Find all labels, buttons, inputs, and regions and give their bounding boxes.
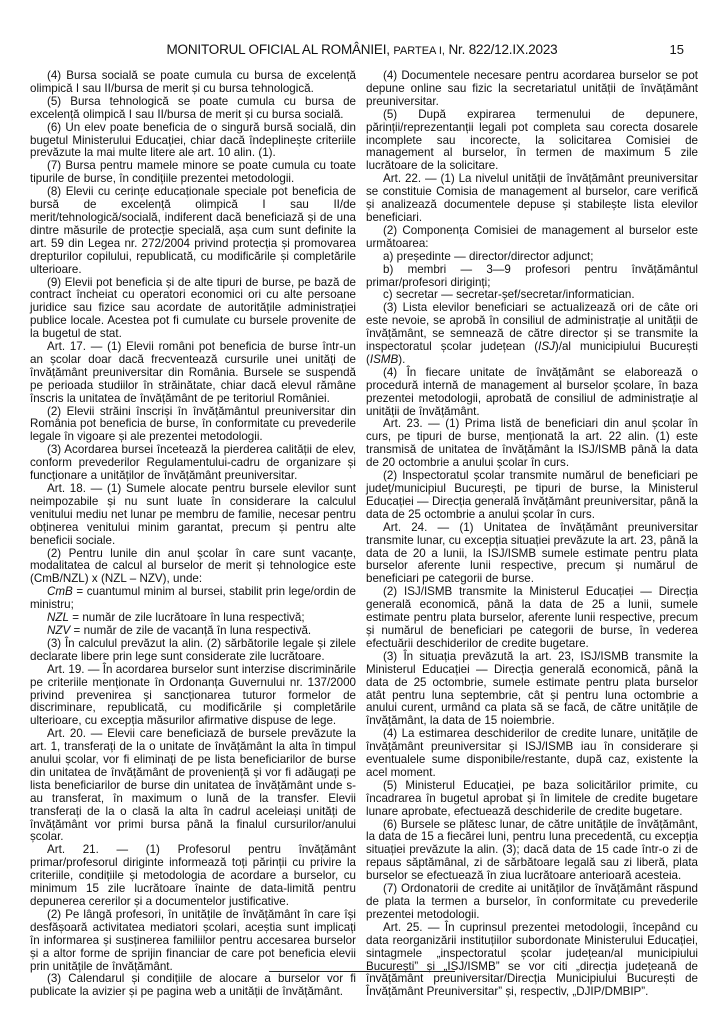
term-italic: ISJ bbox=[538, 340, 555, 354]
paragraph bbox=[30, 70, 356, 96]
paragraph bbox=[366, 367, 698, 419]
text-run: (4) În fiecare unitate de învățământ se elaborează o procedură internă de management al burselor școlare, în baza prezentei metodologii, aprobată de consiliul de administrație al unității de învățământ. bbox=[366, 365, 698, 418]
paragraph bbox=[30, 909, 356, 974]
paragraph bbox=[30, 277, 356, 342]
text-run: (7) Ordonatorii de credite ai unităților de învățământ răspund de plata la termen a burselor, în conformitate cu prevederile prezentei metodologii. bbox=[366, 882, 698, 921]
text-run: (5) Bursa tehnologică se poate cumula cu bursa de excelență olimpică I sau II/bursa de merit și cu bursa socială. bbox=[30, 94, 356, 121]
text-run: (2) Pe lângă profesori, în unitățile de învățământ în care își desfășoară activitatea mediatori școlari, aceștia sunt implicați în informarea și susținerea familiilor pentru accesarea burselor și a altor forme de sprijin financiar de care pot beneficia elevii prin unitățile de învățământ. bbox=[30, 907, 356, 973]
text-run: (4) Documentele necesare pentru acordarea burselor se pot depune online sau fizic la secretariatul unității de învățământ preuniversitar. bbox=[366, 69, 698, 108]
text-run: (6) Un elev poate beneficia de o singură bursă socială, din bugetul Ministerului Educației, chiar dacă îndeplinește criteriile prevăzute la mai multe litere ale art. 10 alin. (1). bbox=[30, 120, 356, 160]
paragraph bbox=[366, 302, 698, 367]
paragraph bbox=[366, 728, 698, 780]
term-italic: NZV bbox=[47, 623, 71, 637]
paragraph bbox=[366, 522, 698, 587]
text-run: Art. 20. — Elevii care beneficiază de bursele prevăzute la art. 1, transferați de la o unitate de învățământ la alta în timpul anului școlar, vor fi eliminați de pe lista beneficiarilor de burse din unitatea de învățământ de proveniență și vor fi adăugați pe lista beneficiarilor de burse din unitatea de învățământ unde s-au transferat, în maximum o lună de la transfer. Elevii transferați de la o clasă la alta în cadrul aceleiași unități de învățământ vor primi bursa până la finalul cursurilor/anului școlar. bbox=[30, 727, 356, 844]
term-italic: NZL bbox=[47, 611, 69, 625]
text-run: )/al municipiului București ( bbox=[366, 340, 698, 366]
paragraph bbox=[366, 418, 698, 470]
text-run: (3) În situația prevăzută la art. 23, ISJ/ISMB transmite la Ministerul Educației — Direcția generală economică, până la data de 25 octombrie, sumele estimate pentru plata burselor atât pentru luna septembrie, cât și pentru luna octombrie a anului curent, urmând ca plata să se facă, de către unitățile de învățământ, la data de 15 noiembrie. bbox=[366, 649, 698, 728]
text-run: (5) Ministerul Educației, pe baza solicitărilor primite, cu încadrarea în bugetul aprobat și în limitele de credite bugetare lunare aprobate, efectuează deschiderile de credite bugetare. bbox=[366, 778, 698, 818]
page-number: 15 bbox=[669, 42, 684, 57]
paragraph bbox=[30, 728, 356, 844]
page-header bbox=[60, 42, 664, 57]
text-run: (2) Componența Comisiei de management al burselor este următoarea: bbox=[366, 223, 698, 250]
paragraph bbox=[366, 586, 698, 651]
text-run: Art. 19. — În acordarea burselor sunt interzise discriminările pe criteriile menționate în Ordonanța Guvernului nr. 137/2000 privind prevenirea și sancționarea tuturor formelor de discriminare, republicată, cu modificările și completările ulterioare, cu excepția măsurilor afirmative dispuse de lege. bbox=[30, 662, 356, 728]
paragraph bbox=[30, 638, 356, 664]
text-run: (4) Bursa socială se poate cumula cu bursa de excelență olimpică I sau II/bursa de merit și cu bursa tehnologică. bbox=[30, 69, 356, 95]
text-run: a) președinte — director/director adjunct; bbox=[383, 249, 594, 263]
header-title-main: MONITORUL OFICIAL AL ROMÂNIEI, bbox=[166, 42, 390, 57]
paragraph bbox=[366, 922, 698, 999]
header-title-part: PARTEA I, bbox=[393, 45, 445, 57]
term-italic: ISMB bbox=[369, 352, 399, 366]
paragraph bbox=[30, 844, 356, 909]
text-run: Art. 24. — (1) Unitatea de învățământ preuniversitar transmite lunar, cu excepția situației prevăzute la art. 23, până la data de 20 a lunii, la ISJ/ISMB sumele estimate pentru plata burselor aferente lunii respective, precum și numărul de beneficiari pe categorii de burse. bbox=[366, 520, 698, 586]
paragraph bbox=[366, 225, 698, 251]
text-run: Art. 22. — (1) La nivelul unității de învățământ preuniversitar se constituie Comisia de management al burselor, care verifică și analizează documentele depuse și stabilește lista elevilor beneficiari. bbox=[366, 172, 698, 224]
text-run: Art. 18. — (1) Sumele alocate pentru bursele elevilor sunt neimpozabile și nu sunt luate în considerare la calculul venitului mediu net lunar pe membru de familie, necesar pentru obținerea venitului minim garantat, precum și pentru alte beneficii sociale. bbox=[30, 482, 356, 547]
paragraph bbox=[30, 483, 356, 548]
left-column bbox=[30, 70, 356, 999]
text-run: (2) ISJ/ISMB transmite la Ministerul Educației — Direcția generală economică, până la data de 25 a lunii, sumele estimate pentru plata burselor, aferente lunii respective, precum și numărul de beneficiari pe categorii de burse, în vederea efectuării deschiderilor de credite bugetare. bbox=[366, 585, 698, 650]
paragraph bbox=[30, 122, 356, 161]
text-run: (5) După expirarea termenului de depunere, părinții/reprezentanții legali pot completa sau corecta dosarele incomplete sau incorecte, la solicitarea Comisiei de management al burselor, în termen de maximum 5 zile lucrătoare de la solicitare. bbox=[366, 107, 698, 173]
paragraph bbox=[30, 406, 356, 445]
text-run: = număr de zile de vacanță în luna respectivă. bbox=[70, 623, 312, 637]
paragraph bbox=[366, 264, 698, 290]
paragraph bbox=[366, 883, 698, 922]
text-run: Art. 23. — (1) Prima listă de beneficiari din anul școlar în curs, pe tipuri de burse, menționată la art. 22 alin. (1) este transmisă de unitatea de învățământ la ISJ/ISMB până la data de 20 octombrie a anului școlar în curs. bbox=[366, 417, 698, 470]
text-run: (2) Pentru lunile din anul școlar în care sunt vacanțe, modalitatea de calcul al burselor de merit și tehnologice este (CmB/NZL) x (NZL – NZV), unde: bbox=[30, 546, 356, 586]
paragraph bbox=[366, 173, 698, 225]
text-run: c) secretar — secretar-șef/secretar/informatician. bbox=[383, 288, 635, 302]
paragraph bbox=[30, 973, 356, 999]
paragraph bbox=[366, 819, 698, 884]
paragraph bbox=[30, 664, 356, 729]
footer-divider bbox=[269, 971, 455, 972]
text-run: (8) Elevii cu cerințe educaționale speciale pot beneficia de bursă de excelență olimpică I sau II/de merit/tehnologică/socială, indiferent dacă beneficiază și de una dintre măsurile de protecție specială, așa cum sunt definite la art. 59 din Legea nr. 272/2004 privind protecția și promovarea drepturilor copilului, republicată, cu modificările și completările ulterioare. bbox=[30, 185, 356, 276]
text-run: (3) În calculul prevăzut la alin. (2) sărbătorile legale și zilele declarate libere prin lege sunt considerate zile lucrătoare. bbox=[30, 636, 356, 663]
paragraph bbox=[30, 586, 356, 612]
text-run: (3) Lista elevilor beneficiari se actualizează ori de câte ori este nevoie, se aprobă în consiliul de administrație al unității de învățământ, se semnează de către director și se transmite la inspectoratul școlar județean ( bbox=[366, 301, 698, 354]
text-run: (6) Bursele se plătesc lunar, de către unitățile de învățământ, la data de 15 a fiecărei luni, pentru luna precedentă, cu excepția situației prevăzute la alin. (3); dacă data de 15 cade într-o zi de repaus săptămânal, zi de sărbătoare legală sau zi liberă, plata burselor se efectuează în ziua lucrătoare anterioară acesteia. bbox=[366, 817, 698, 883]
paragraph bbox=[30, 96, 356, 122]
text-run: (9) Elevii pot beneficia și de alte tipuri de burse, pe bază de contract încheiat cu operatori economici ori cu alte persoane juridice sau fizice sau acordate de autoritățile administrației publice locale. Acestea pot fi cumulate cu bursele provenite de la bugetul de stat. bbox=[30, 275, 356, 341]
text-run: Art. 25. — În cuprinsul prezentei metodologii, începând cu data reorganizării instituțiilor subordonate Ministerului Educației, sintagmele „inspectoratul școlar județean/al municipiului București” și „ISJ/ISMB” se vor citi „direcția județeană de învățământ preuniversitar/Direcția Municipiului București de Învățământ Preuniversitar” și, respectiv, „DJIP/DMBIP”. bbox=[366, 920, 698, 999]
paragraph bbox=[30, 160, 356, 186]
text-columns bbox=[30, 70, 698, 999]
text-run: (2) Inspectoratul școlar transmite numărul de beneficiari pe județ/municipiul București, pe tipuri de burse, la Ministerul Educației — Direcția generală învățământ preuniversitar, până la data de 25 octombrie a anului școlar în curs. bbox=[366, 469, 698, 521]
text-run: (3) Calendarul și condițiile de alocare a burselor vor fi publicate la avizier și pe pagina web a unității de învățământ. bbox=[30, 972, 356, 999]
text-run: Art. 21. — (1) Profesorul pentru învățământ primar/profesorul diriginte informează toți părinții cu privire la criteriile, condițiile și metodologia de acordare a burselor, cu minimum 15 zile lucrătoare înainte de data-limită pentru depunerea cererilor și a documentelor justificative. bbox=[30, 843, 356, 908]
paragraph bbox=[366, 109, 698, 174]
paragraph bbox=[366, 780, 698, 819]
paragraph bbox=[30, 548, 356, 587]
paragraph bbox=[30, 186, 356, 276]
paragraph bbox=[366, 70, 698, 109]
text-run: Art. 17. — (1) Elevii români pot beneficia de burse într-un an școlar doar dacă frecventează cursurile unei unități de învățământ preuniversitar din România. Bursele se suspendă pe perioada studiilor în străinătate, chiar dacă elevul rămâne înscris la unitatea de învățământ de pe teritoriul României. bbox=[30, 340, 356, 405]
paragraph bbox=[366, 470, 698, 522]
paragraph bbox=[30, 444, 356, 483]
term-italic: CmB bbox=[47, 585, 73, 599]
paragraph bbox=[30, 341, 356, 406]
text-run: = cuantumul minim al bursei, stabilit prin lege/ordin de ministru; bbox=[30, 585, 356, 612]
text-run: (4) La estimarea deschiderilor de credite lunare, unitățile de învățământ preuniversitar și ISJ/ISMB iau în considerare și eventualele sume disponibile/restante, după caz, existente la acel moment. bbox=[366, 727, 698, 779]
text-run: ). bbox=[398, 352, 406, 366]
text-run: (7) Bursa pentru mamele minore se poate cumula cu toate tipurile de burse, în condițiile prezentei metodologii. bbox=[30, 159, 356, 186]
paragraph bbox=[366, 651, 698, 728]
text-run: (2) Elevii străini înscriși în învățământul preuniversitar din România pot beneficia de burse, în conformitate cu prevederile legale în vigoare și ale prezentei metodologii. bbox=[30, 404, 356, 444]
text-run: b) membri — 3—9 profesori pentru învățământul primar/profesori diriginți; bbox=[366, 262, 698, 289]
text-run: = număr de zile lucrătoare în luna respectivă; bbox=[68, 611, 305, 625]
right-column bbox=[366, 70, 698, 999]
header-title-issue: Nr. 822/12.IX.2023 bbox=[448, 42, 558, 57]
text-run: (3) Acordarea bursei încetează la pierderea calității de elev, conform prevederilor Regulamentului-cadru de organizare și funcționare a unităților de învățământ preuniversitar. bbox=[30, 443, 356, 483]
